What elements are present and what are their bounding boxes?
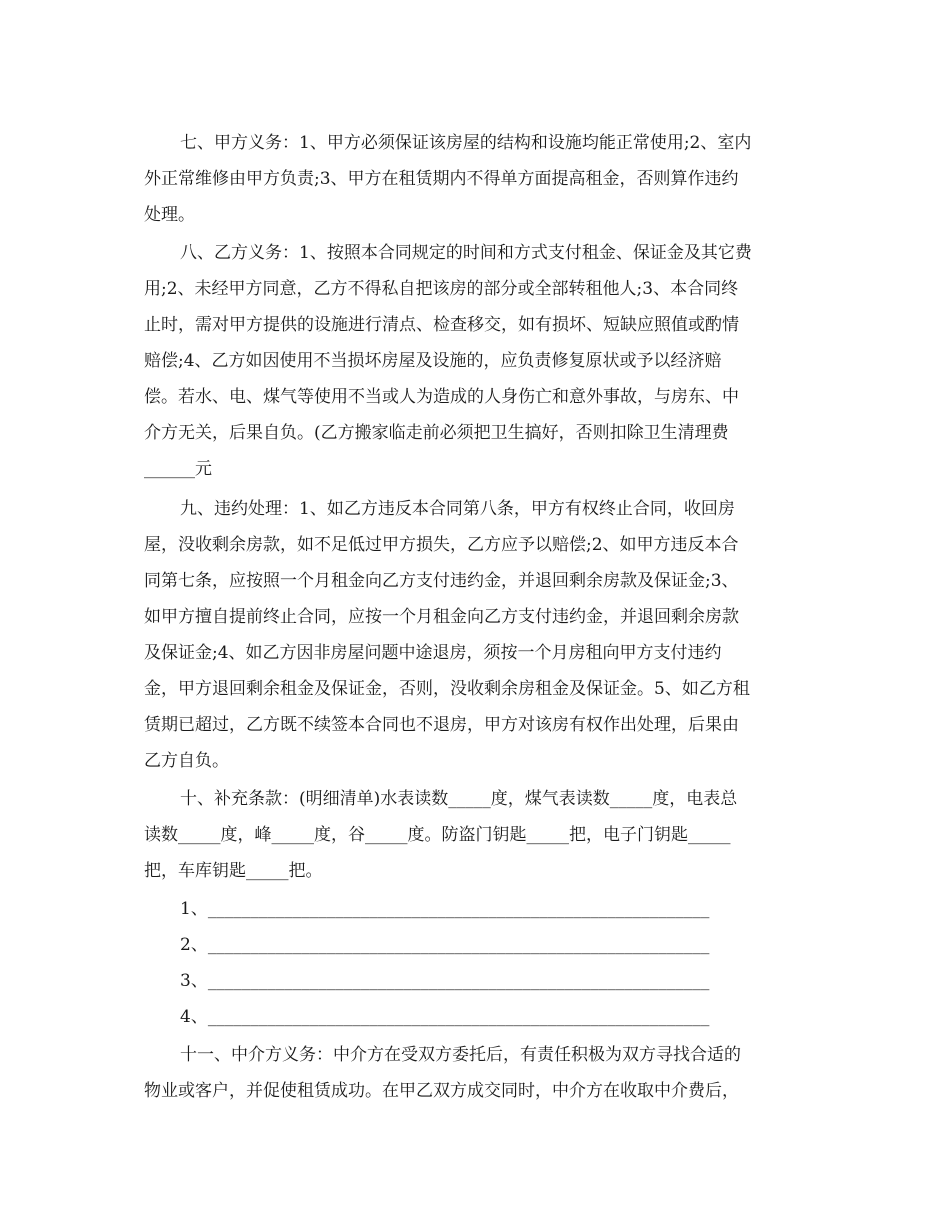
paragraph-line: 物业或客户，并促使租赁成功。在甲乙双方成交同时，中介方在收取中介费后， [144,1081,739,1101]
paragraph-line: 偿。若水、电、煤气等使用不当或人为造成的人身伤亡和意外事故，与房东、中 [144,387,739,407]
paragraph-line: 同第七条，应按照一个月租金向乙方支付违约金，并退回剩余房款及保证金;3、 [144,571,739,591]
clause-11-agent-obligations [144,1037,814,1109]
paragraph-line: 及保证金;4、如乙方因非房屋问题中途退房，须按一个月房租向甲方支付违约 [144,643,722,663]
list-item: 2、___________________________________________________________ [180,935,710,955]
clause-10-supplementary-terms [144,781,814,889]
paragraph-line: 赁期已超过，乙方既不续签本合同也不退房，甲方对该房有权作出处理，后果由 [144,715,739,735]
supplementary-blank-list [144,891,814,1035]
list-item: 4、___________________________________________________________ [180,1007,710,1027]
paragraph-line: 金，甲方退回剩余租金及保证金，否则，没收剩余房租金及保证金。5、如乙方租 [144,679,750,699]
clause-8-tenant-obligations [144,235,814,487]
paragraph-line: 外正常维修由甲方负责;3、甲方在租赁期内不得单方面提高租金，否则算作违约 [144,169,739,189]
paragraph-line: 七、甲方义务：1、甲方必须保证该房屋的结构和设施均能正常使用;2、室内 [180,133,752,153]
paragraph-line: ______元 [144,459,212,479]
paragraph-line: 用;2、未经甲方同意，乙方不得私自把该房的部分或全部转租他人;3、本合同终 [144,279,739,299]
paragraph-line: 赔偿;4、乙方如因使用不当损坏房屋及设施的，应负责修复原状或予以经济赔 [144,351,722,371]
paragraph-line: 十、补充条款：(明细清单)水表读数_____度，煤气表读数_____度，电表总 [180,789,738,809]
paragraph-line: 乙方自负。 [144,751,229,771]
paragraph-line: 九、违约处理：1、如乙方违反本合同第八条，甲方有权终止合同，收回房 [180,499,735,519]
paragraph-line: 读数_____度，峰_____度，谷_____度。防盗门钥匙_____把，电子门钥匙_____ [144,825,731,845]
paragraph-line: 止时，需对甲方提供的设施进行清点、检查移交，如有损坏、短缺应照值或酌情 [144,315,739,335]
clause-9-breach-handling [144,491,814,779]
clause-7-landlord-obligations [144,125,814,233]
paragraph-line: 十一、中介方义务：中介方在受双方委托后，有责任积极为双方寻找合适的 [180,1045,741,1065]
paragraph-line: 介方无关，后果自负。(乙方搬家临走前必须把卫生搞好，否则扣除卫生清理费 [144,423,729,443]
paragraph-line: 八、乙方义务：1、按照本合同规定的时间和方式支付租金、保证金及其它费 [180,243,752,263]
list-item: 1、___________________________________________________________ [180,899,710,919]
paragraph-line: 处理。 [144,205,195,225]
list-item: 3、___________________________________________________________ [180,971,710,991]
paragraph-line: 屋，没收剩余房款，如不足低过甲方损失，乙方应予以赔偿;2、如甲方违反本合 [144,535,739,555]
paragraph-line: 把，车库钥匙_____把。 [144,861,323,881]
paragraph-line: 如甲方擅自提前终止合同，应按一个月租金向乙方支付违约金，并退回剩余房款 [144,607,739,627]
